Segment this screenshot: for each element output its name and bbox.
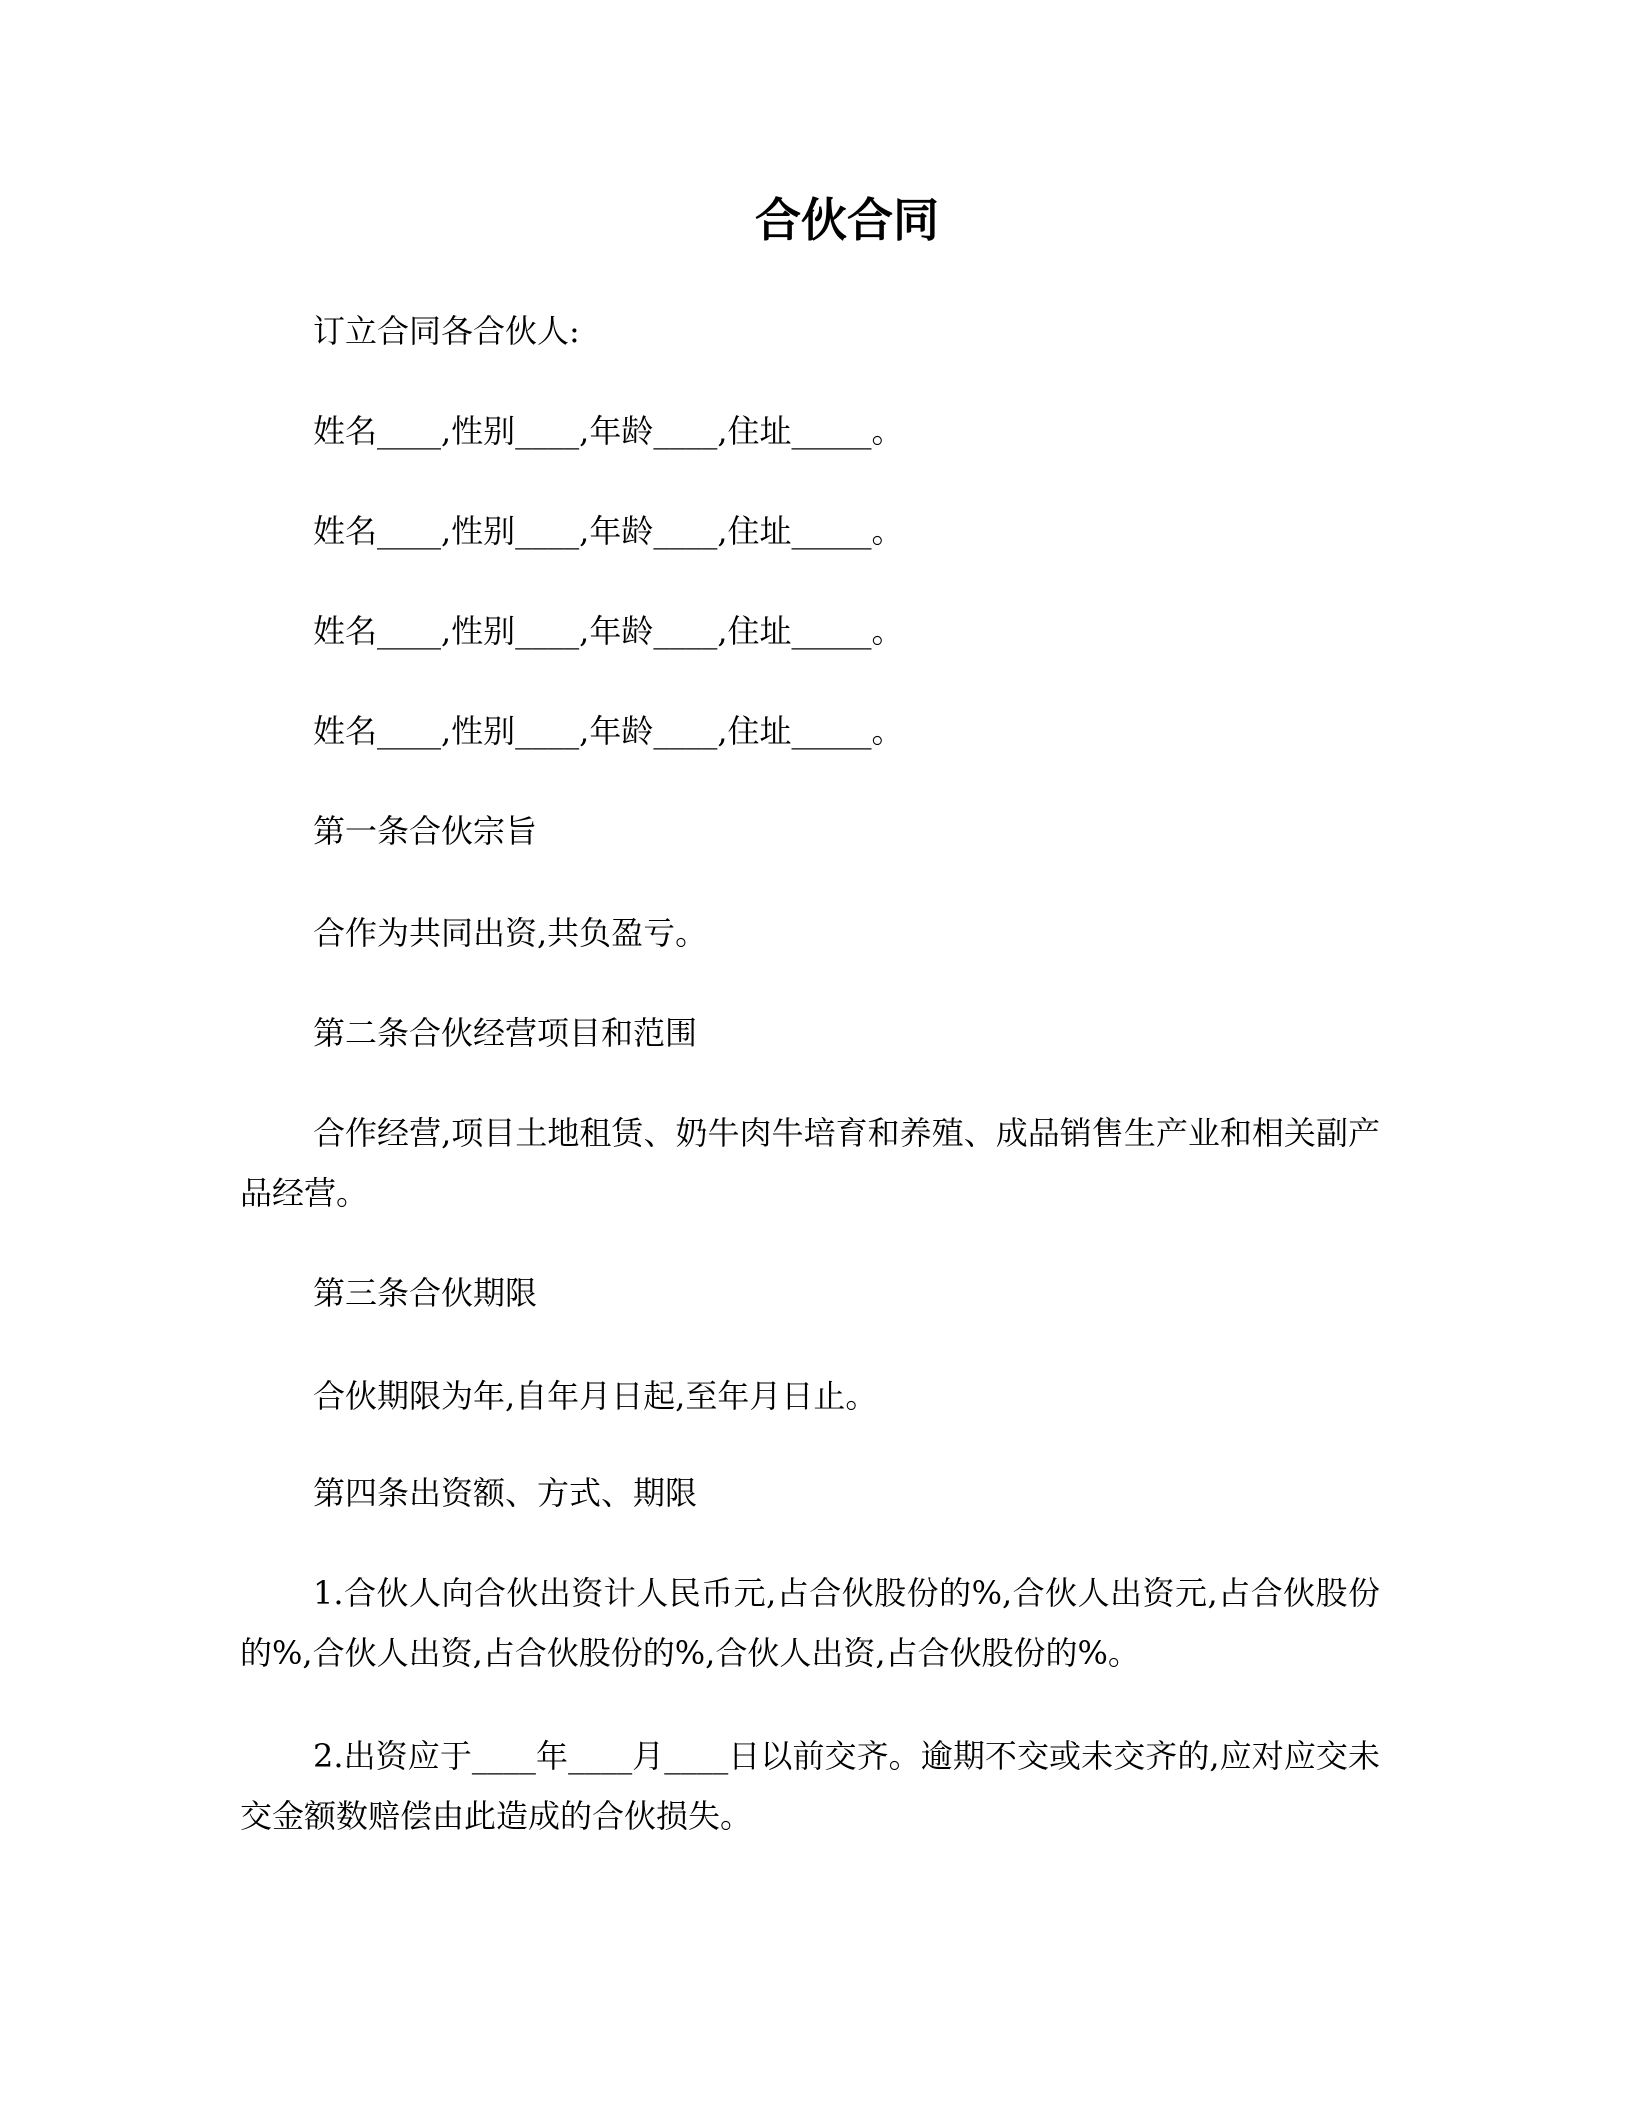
partner-line-2: 姓名____,性别____,年龄____,住址_____。 bbox=[313, 512, 904, 550]
article-1-body: 合作为共同出资,共负盈亏。 bbox=[313, 914, 708, 952]
article-1-heading: 第一条合伙宗旨 bbox=[313, 812, 538, 850]
article-4-item-2: 2.出资应于____年____月____日以前交齐。逾期不交或未交齐的,应对应交未交金额数赔偿由此造成的合伙损失。 bbox=[240, 1737, 1380, 1835]
intro-line: 订立合同各合伙人: bbox=[313, 312, 580, 350]
partner-line-3: 姓名____,性别____,年龄____,住址_____。 bbox=[313, 612, 904, 650]
article-4-heading: 第四条出资额、方式、期限 bbox=[313, 1474, 698, 1512]
article-4-item-1: 1.合伙人向合伙出资计人民币元,占合伙股份的%,合伙人出资元,占合伙股份的%,合伙人出资,占合伙股份的%,合伙人出资,占合伙股份的%。 bbox=[240, 1574, 1380, 1672]
document-title: 合伙合同 bbox=[755, 193, 939, 247]
article-3-heading: 第三条合伙期限 bbox=[313, 1274, 538, 1312]
article-3-body: 合伙期限为年,自年月日起,至年月日止。 bbox=[313, 1377, 878, 1415]
partner-line-1: 姓名____,性别____,年龄____,住址_____。 bbox=[313, 412, 904, 450]
article-2-heading: 第二条合伙经营项目和范围 bbox=[313, 1014, 698, 1052]
partner-line-4: 姓名____,性别____,年龄____,住址_____。 bbox=[313, 712, 904, 750]
article-2-body: 合作经营,项目土地租赁、奶牛肉牛培育和养殖、成品销售生产业和相关副产品经营。 bbox=[240, 1114, 1380, 1212]
